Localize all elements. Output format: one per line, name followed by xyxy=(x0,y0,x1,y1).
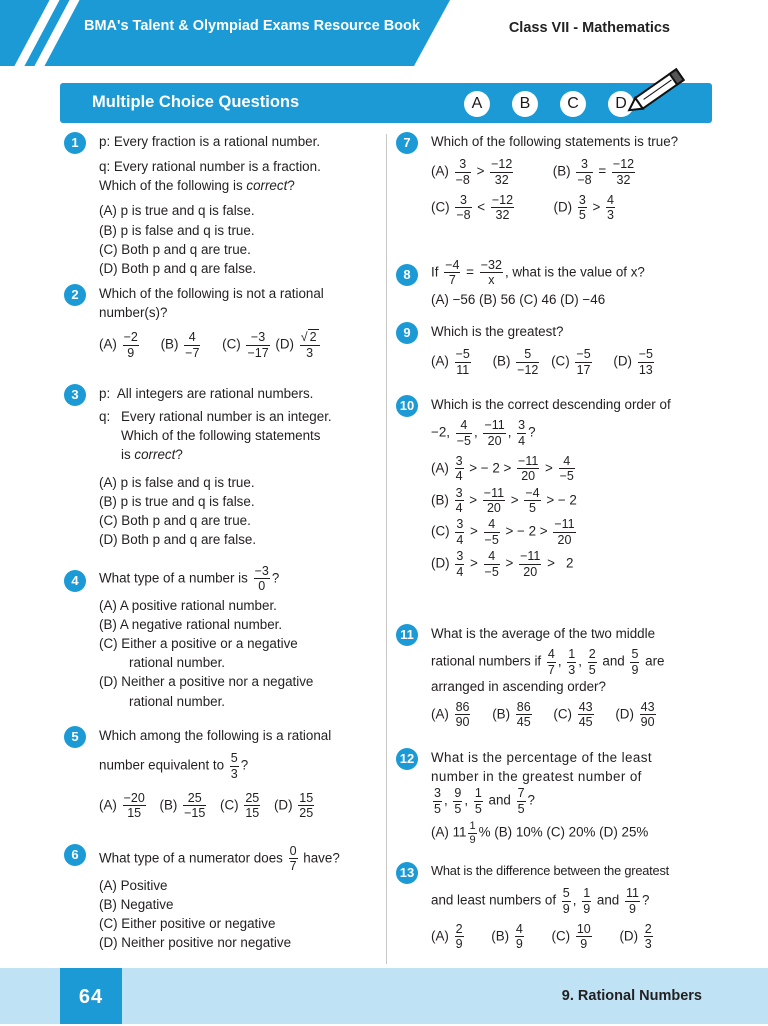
question-text: Which of the following is correct? xyxy=(99,178,295,194)
options-row: (A) $\frac{3}{-8}$ > $\frac{-12}{32}$ (B) $\frac{3}{-8}$ = $\frac{-12}{32}$ xyxy=(431,157,635,187)
question-number: 4 xyxy=(64,570,86,592)
option-c: (C) Either positive or negative xyxy=(99,916,276,932)
options-row: (A) 11 $\frac{1}{9}$ % (B) 10% (C) 20% (D) 25% xyxy=(431,820,649,846)
mcq-banner xyxy=(60,83,712,123)
options-row: (A) $\frac{86}{90}$ (B) $\frac{86}{45}$ (C) $\frac{43}{45}$ (D) $\frac{43}{90}$ xyxy=(431,700,655,730)
pencil-icon xyxy=(620,58,700,118)
question-number: 10 xyxy=(396,395,418,417)
question-number: 5 xyxy=(64,726,86,748)
option-a: (A) A positive rational number. xyxy=(99,597,277,613)
options-row: (A) $\frac{2}{9}$ (B) $\frac{4}{9}$ (C) $\frac{10}{9}$ (D) $\frac{2}{3}$ xyxy=(431,922,652,952)
question-number: 12 xyxy=(396,748,418,770)
question-2 xyxy=(64,284,378,360)
question-4 xyxy=(64,564,378,711)
question-text: What type of a numerator does $\frac{0}{7}$ have? xyxy=(99,844,340,874)
fraction: $\frac{-2}{9}$ xyxy=(123,330,138,360)
fraction: $\frac{-3}{-17}$ xyxy=(247,330,269,360)
section-title: Multiple Choice Questions xyxy=(92,93,300,111)
question-text: What is the average of the two middle xyxy=(431,626,656,641)
option-d: (D) Both p and q are false. xyxy=(99,532,257,548)
question-text: Which among the following is a rational xyxy=(99,728,332,743)
question-13 xyxy=(396,862,710,952)
option-b: (B) p is true and q is false. xyxy=(99,493,255,509)
options-row: (C) $\frac{3}{-8}$ < $\frac{-12}{32}$ (D) $\frac{3}{5}$ > $\frac{4}{3}$ xyxy=(431,192,614,223)
question-8 xyxy=(396,258,710,309)
option-c: (C) Both p and q are true. xyxy=(99,512,251,528)
question-3 xyxy=(64,384,378,549)
question-7 xyxy=(396,132,710,223)
option-c: (C) Both p and q are true. xyxy=(99,241,251,257)
option-c: (C) $\frac{3}{4}$ > $\frac{4}{-5}$ > − 2 > $\frac{-11}{20}$ xyxy=(431,517,575,547)
question-number: 7 xyxy=(396,132,418,154)
statement-p: p: All integers are rational numbers. xyxy=(99,386,314,401)
options-row: (A) $\frac{-2}{9}$ (B) $\frac{4}{-7}$ (C) $\frac{-3}{-17}$ (D) $\frac{√ 2}{3}$ xyxy=(99,330,378,360)
option-b: (B) A negative rational number. xyxy=(99,616,283,632)
question-5 xyxy=(64,726,378,821)
question-text: What is the percentage of the least xyxy=(431,750,652,765)
question-1 xyxy=(64,132,378,278)
question-number: 9 xyxy=(396,322,418,344)
option-a: (A) Positive xyxy=(99,877,168,893)
option-d: (D) Neither positive nor negative xyxy=(99,935,292,951)
number-list: −2, $\frac{4}{-5}$ , $\frac{-11}{20}$ , $\frac{3}{4}$ ? xyxy=(431,418,536,448)
question-text: arranged in ascending order? xyxy=(431,678,606,694)
question-text: Which is the greatest? xyxy=(431,324,564,339)
question-text: number in the greatest number of xyxy=(431,769,642,785)
option-bubble-d: D xyxy=(608,91,634,117)
fraction: $\frac{√ 2}{3}$ xyxy=(300,330,320,360)
question-text: Which of the following is not a rational xyxy=(99,286,324,301)
question-text: What type of a number is $\frac{-3}{0}$ ? xyxy=(99,564,280,594)
page-number: 64 xyxy=(60,968,122,1024)
question-number: 11 xyxy=(396,624,418,646)
question-9 xyxy=(396,322,710,377)
question-6 xyxy=(64,844,378,952)
statement-p: p: Every fraction is a rational number. xyxy=(99,134,321,149)
number-list: $\frac{3}{5}$ , $\frac{9}{5}$ , $\frac{1}{5}$ and $\frac{7}{5}$ ? xyxy=(434,786,535,816)
question-number: 1 xyxy=(64,132,86,154)
question-number: 2 xyxy=(64,284,86,306)
option-d: (D) Neither a positive nor a negative rational number. xyxy=(99,674,314,709)
question-text: Which of the following statements is true? xyxy=(431,134,679,149)
fraction: $\frac{4}{-7}$ xyxy=(185,330,200,360)
question-text: and least numbers of $\frac{5}{9}$ , $\frac{1}{9}$ and $\frac{11}{9}$ ? xyxy=(431,886,650,916)
question-number: 8 xyxy=(396,264,418,286)
question-text: rational numbers if $\frac{4}{7}$ , $\frac{1}{3}$ , $\frac{2}{5}$ and $\frac{5}{9}$ are xyxy=(431,647,665,677)
option-c: (C) Either a positive or a negative rational number. xyxy=(99,636,298,671)
book-title: BMA's Talent & Olympiad Exams Resource Book xyxy=(84,18,420,34)
statement-q: q: Every rational number is a fraction. xyxy=(99,159,321,175)
question-text: What is the difference between the greatest xyxy=(431,863,670,878)
question-number: 13 xyxy=(396,862,418,884)
option-b: (B) Negative xyxy=(99,896,174,912)
class-label: Class VII - Mathematics xyxy=(508,20,670,36)
question-11 xyxy=(396,624,710,730)
question-number: 3 xyxy=(64,384,86,406)
options-row: (A) $\frac{-5}{11}$ (B) $\frac{5}{-12}$ (C) $\frac{-5}{17}$ (D) $\frac{-5}{13}$ xyxy=(431,347,653,377)
option-d: (D) $\frac{3}{4}$ > $\frac{4}{-5}$ > $\frac{-11}{20}$ > 2 xyxy=(431,549,574,579)
option-b: (B) $\frac{3}{4}$ > $\frac{-11}{20}$ > $\frac{-4}{5}$ > − 2 xyxy=(431,485,577,516)
option-bubble-a: A xyxy=(464,91,490,117)
option-a: (A) $\frac{3}{4}$ > − 2 > $\frac{-11}{20}$ > $\frac{4}{-5}$ xyxy=(431,453,574,484)
column-divider xyxy=(386,134,387,964)
option-a: (A) p is false and q is true. xyxy=(99,474,255,490)
options-row: (A) −56 (B) 56 (C) 46 (D) −46 xyxy=(431,291,606,307)
option-bubble-b: B xyxy=(512,91,538,117)
option-bubble-c: C xyxy=(560,91,586,117)
chapter-title: 9. Rational Numbers xyxy=(561,988,702,1004)
question-10 xyxy=(396,395,710,579)
question-text: Which is the correct descending order of xyxy=(431,397,671,412)
question-text: number equivalent to $\frac{5}{3}$ ? xyxy=(99,751,249,781)
statement-q: q: Every rational number is an integer. Which of the following statements is correct? xyxy=(99,409,332,463)
question-number: 6 xyxy=(64,844,86,866)
option-d: (D) Both p and q are false. xyxy=(99,260,257,276)
question-text: number(s)? xyxy=(99,305,168,321)
question-text: If $\frac{-4}{7}$ = $\frac{-32}{x}$ , what is the value of x? xyxy=(431,258,645,288)
question-12 xyxy=(396,748,710,846)
option-a: (A) p is true and q is false. xyxy=(99,203,255,219)
options-row: (A) $\frac{-20}{15}$ (B) $\frac{25}{-15}$ (C) $\frac{25}{15}$ (D) $\frac{15}{25}$ xyxy=(99,790,314,821)
option-b: (B) p is false and q is true. xyxy=(99,222,255,238)
